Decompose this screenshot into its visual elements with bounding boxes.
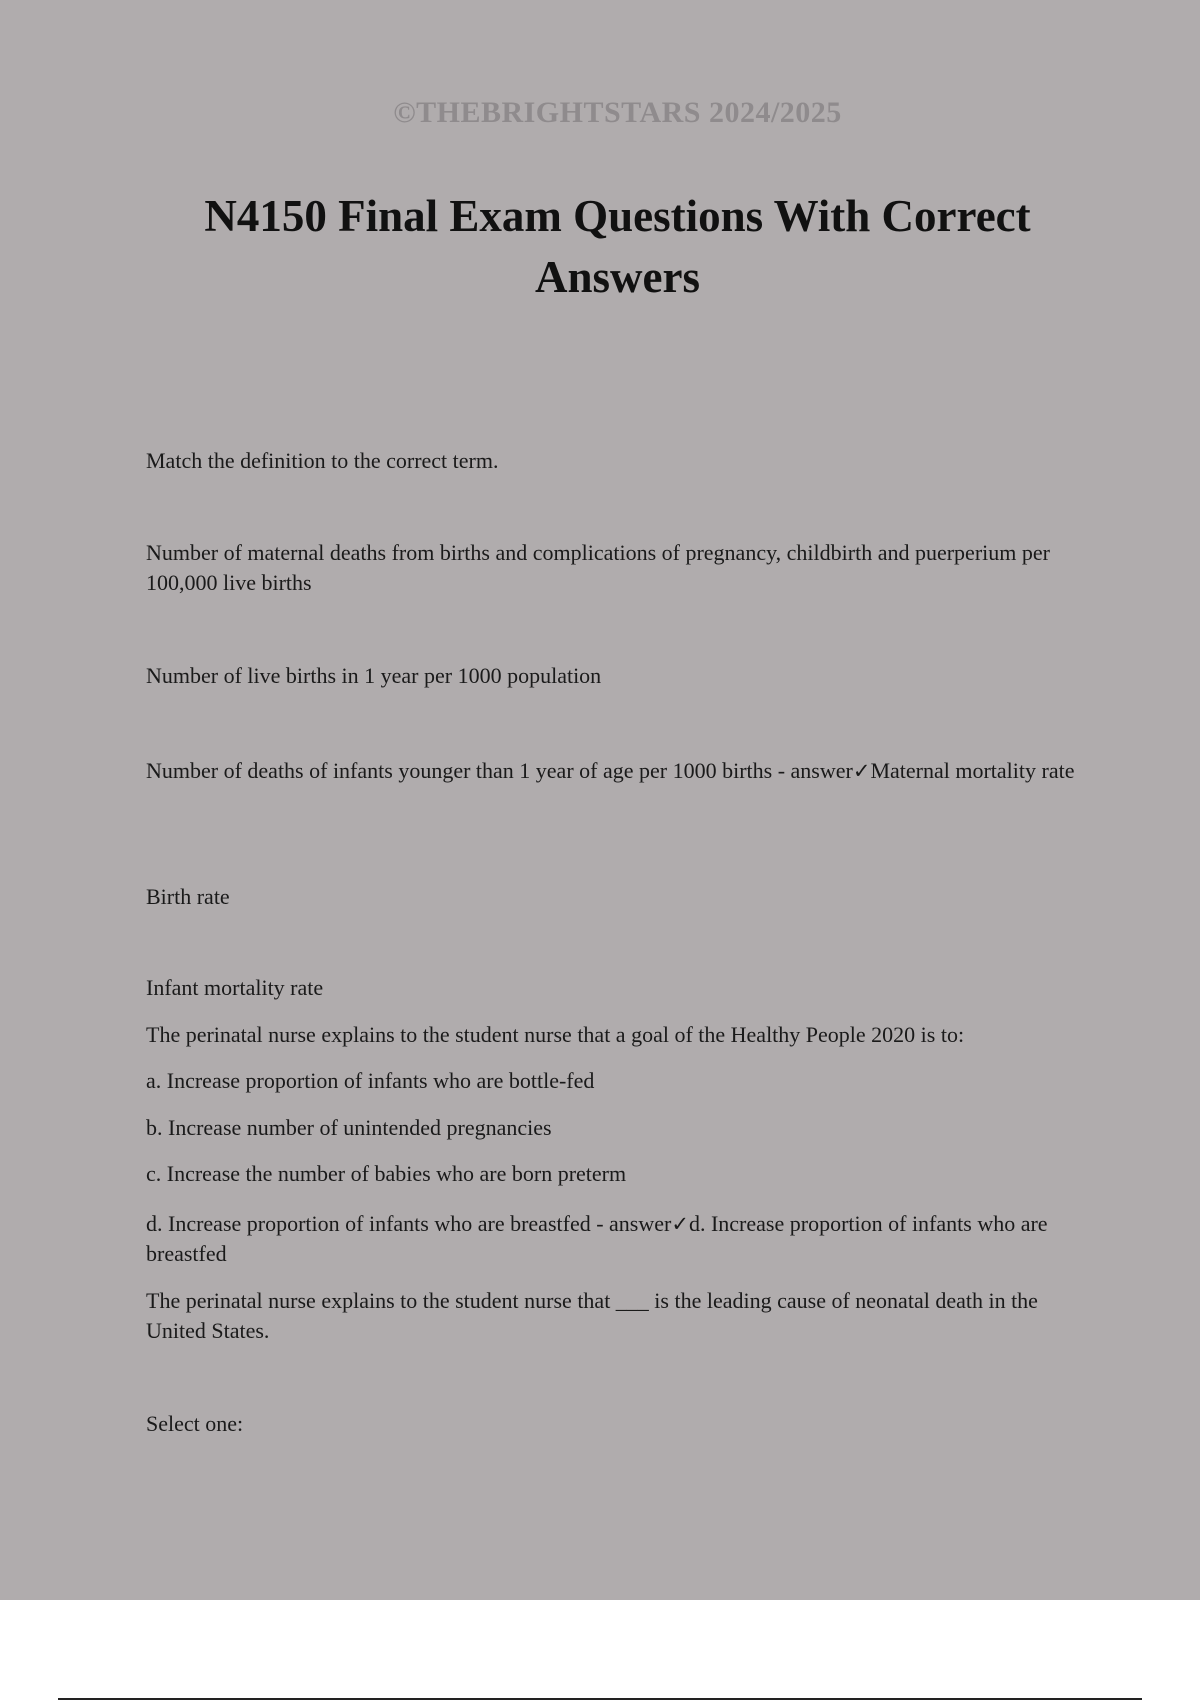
option-d [146, 1209, 1076, 1269]
definition-birth: Number of live births in 1 year per 1000 population [146, 663, 602, 688]
select-one-label: Select one: [146, 1411, 244, 1436]
question-text: The perinatal nurse explains to the student nurse that ___ is the leading cause of neonatal death in the United States. [146, 1288, 1038, 1343]
term-infant-mortality: Infant mortality rate [146, 975, 324, 1000]
instruction-text: Match the definition to the correct term. [146, 448, 499, 473]
option-b: b. Increase number of unintended pregnancies [146, 1115, 552, 1140]
question-text: The perinatal nurse explains to the student nurse that a goal of the Healthy People 2020 is to: [146, 1022, 965, 1047]
check-icon: ✓ [852, 759, 871, 783]
definition-infant [146, 756, 1076, 786]
option-d-text: d. Increase proportion of infants who are breastfed - answer [146, 1211, 672, 1236]
definition-maternal: Number of maternal deaths from births and complications of pregnancy, childbirth and puerperium per 100,000 live births [146, 540, 1050, 595]
option-c: c. Increase the number of babies who are born preterm [146, 1161, 627, 1186]
answer-text: d. Increase proportion of infants who are breastfed [146, 1211, 1048, 1266]
definition-infant-text: Number of deaths of infants younger than 1 year of age per 1000 births - answer [146, 758, 853, 783]
option-a: a. Increase proportion of infants who are bottle-fed [146, 1068, 595, 1093]
check-icon: ✓ [671, 1212, 689, 1236]
answer-text: Maternal mortality rate [870, 758, 1075, 783]
term-birth-rate: Birth rate [146, 884, 230, 909]
document-title: N4150 Final Exam Questions With Correct Answers [204, 191, 1031, 302]
watermark: ©THEBRIGHTSTARS 2024/2025 [393, 96, 842, 129]
